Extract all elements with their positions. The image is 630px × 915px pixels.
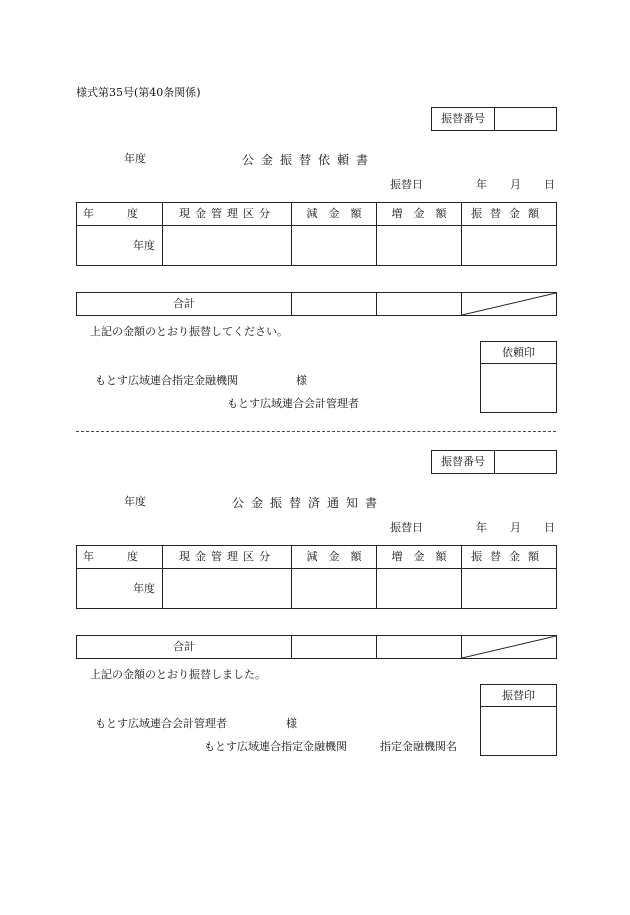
date-month: 月	[510, 178, 521, 191]
header-transfer-amount: 振替金額	[471, 207, 547, 220]
header-fiscal-year: 年 度	[83, 207, 138, 220]
header-transfer-amount: 振替金額	[471, 550, 547, 563]
diagonal-slash	[462, 293, 556, 315]
transfer-table	[76, 545, 557, 609]
header-fiscal-year: 年 度	[83, 550, 138, 563]
stamp-label: 依頼印	[481, 342, 556, 364]
transfer-table	[76, 202, 557, 266]
statement-text: 上記の金額のとおり振替してください。	[90, 325, 288, 338]
header-cash-category: 現金管理区分	[179, 207, 275, 220]
statement-text: 上記の金額のとおり振替しました。	[90, 668, 266, 681]
date-day: 日	[544, 178, 555, 191]
fiscal-year-label: 年度	[124, 495, 146, 508]
sender: もとす広域連合会計管理者	[227, 397, 359, 410]
request-stamp-box	[480, 341, 557, 413]
date-year: 年	[476, 521, 487, 534]
honorific: 様	[296, 374, 307, 387]
row-fiscal-year: 年度	[133, 582, 155, 595]
form-title: 公金振替済通知書	[232, 496, 385, 510]
form-number: 様式第35号(第40条関係)	[76, 86, 201, 99]
sender: もとす広域連合指定金融機関	[204, 740, 347, 753]
form-title: 公金振替依頼書	[242, 153, 376, 167]
total-row	[76, 292, 557, 316]
transfer-number-label: 振替番号	[432, 108, 495, 130]
header-increase-amount: 増 金 額	[391, 550, 447, 563]
stamp-label: 振替印	[481, 685, 556, 707]
transfer-stamp-box	[480, 684, 557, 756]
header-decrease-amount: 減 金 額	[306, 550, 362, 563]
addressee: もとす広域連合指定金融機関	[95, 374, 238, 387]
date-month: 月	[510, 521, 521, 534]
addressee: もとす広域連合会計管理者	[95, 717, 227, 730]
header-increase-amount: 増 金 額	[391, 207, 447, 220]
total-label: 合計	[173, 640, 195, 653]
total-label: 合計	[173, 297, 195, 310]
sender-bank-name: 指定金融機関名	[380, 740, 457, 753]
row-fiscal-year: 年度	[133, 239, 155, 252]
transfer-number-label: 振替番号	[432, 451, 495, 473]
date-year: 年	[476, 178, 487, 191]
header-decrease-amount: 減 金 額	[306, 207, 362, 220]
transfer-date-label: 振替日	[390, 178, 423, 191]
fiscal-year-label: 年度	[124, 152, 146, 165]
total-row	[76, 635, 557, 659]
cut-line	[76, 431, 556, 432]
diagonal-slash	[462, 636, 556, 658]
transfer-date-label: 振替日	[390, 521, 423, 534]
honorific: 様	[286, 717, 297, 730]
header-cash-category: 現金管理区分	[179, 550, 275, 563]
transfer-number-box	[431, 450, 557, 474]
transfer-number-box	[431, 107, 557, 131]
date-day: 日	[544, 521, 555, 534]
